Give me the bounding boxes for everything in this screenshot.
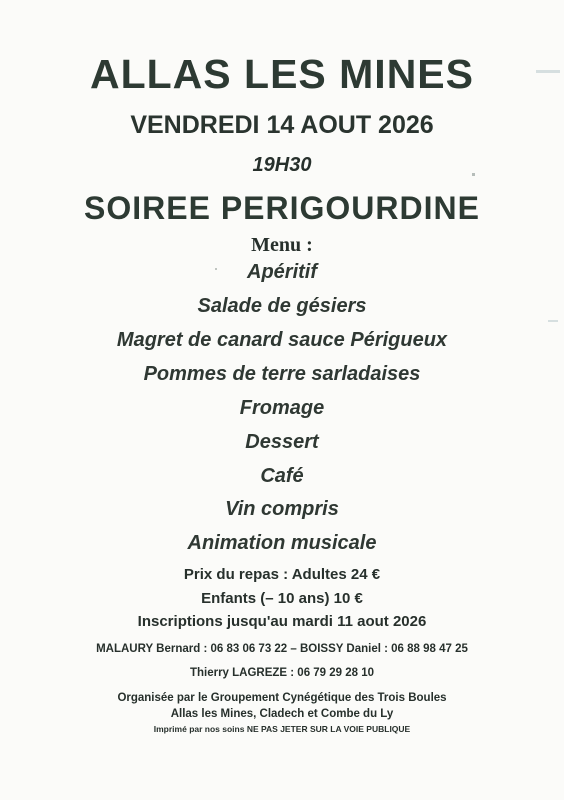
child-price: Enfants (– 10 ans) 10 €	[201, 590, 363, 607]
menu-item: Apéritif	[247, 261, 317, 283]
contact-line: Thierry LAGREZE : 06 79 29 28 10	[189, 667, 375, 679]
menu-heading: Menu :	[251, 234, 313, 256]
registration-deadline: Inscriptions jusqu'au mardi 11 aout 2026	[137, 613, 427, 630]
event-time: 19H30	[252, 154, 312, 176]
menu-item: Fromage	[239, 397, 325, 419]
organizer-line: Organisée par le Groupement Cynégétique des Trois Boules	[117, 692, 447, 704]
event-location-title: ALLAS LES MINES	[89, 51, 475, 97]
menu-item: Vin compris	[225, 498, 339, 520]
adult-price: Prix du repas : Adultes 24 €	[183, 566, 381, 583]
scan-mark	[548, 320, 558, 322]
event-name: SOIREE PERIGOURDINE	[84, 190, 480, 226]
menu-item: Pommes de terre sarladaises	[143, 363, 421, 385]
organizer-locations: Allas les Mines, Cladech et Combe du Ly	[170, 708, 394, 720]
menu-item: Salade de gésiers	[197, 295, 367, 317]
print-note: Imprimé par nos soins NE PAS JETER SUR LA VOIE PUBLIQUE	[153, 724, 411, 734]
menu-item: Animation musicale	[187, 532, 377, 554]
menu-item: Dessert	[245, 431, 319, 453]
menu-item: Magret de canard sauce Périgueux	[116, 329, 448, 351]
contact-line: MALAURY Bernard : 06 83 06 73 22 – BOISSY Daniel : 06 88 98 47 25	[96, 643, 468, 655]
event-date: VENDREDI 14 AOUT 2026	[130, 111, 434, 139]
menu-item: Café	[260, 465, 304, 487]
